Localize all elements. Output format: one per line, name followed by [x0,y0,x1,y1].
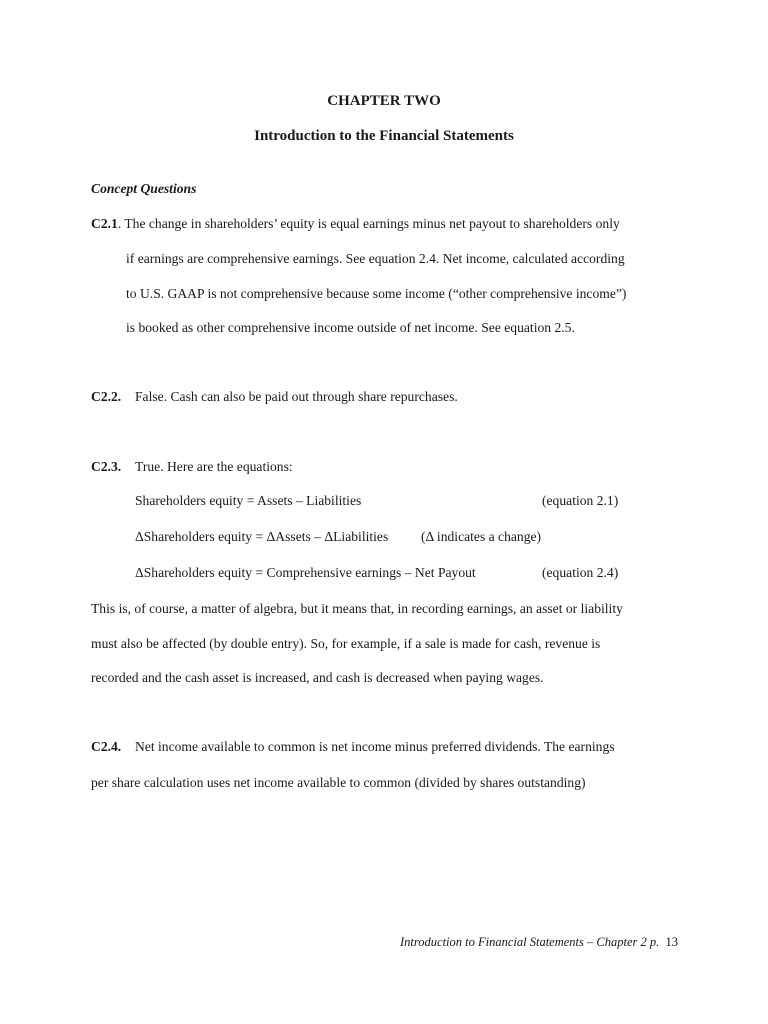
equation-2-4: ΔShareholders equity = Comprehensive earnings – Net Payout [135,565,476,580]
question-text: . The change in shareholders’ equity is equal earnings minus net payout to shareholders only [117,216,620,231]
equation-delta-note: (Δ indicates a change) [421,529,542,544]
c2-3-paragraph-line-2: must also be affected (by double entry). So, for example, if a sale is made for cash, revenue is [91,636,601,651]
section-heading: Concept Questions [91,181,197,196]
equation-2-1: Shareholders equity = Assets – Liabilities [135,493,362,508]
question-c2-4-line-1: Net income available to common is net income minus preferred dividends. The earnings [135,739,615,754]
question-c2-4-line-2: per share calculation uses net income available to common (divided by shares outstanding) [91,775,586,790]
question-c2-4-label: C2.4. [91,739,122,754]
question-c2-3-intro: True. Here are the equations: [135,459,293,474]
c2-3-paragraph-line-3: recorded and the cash asset is increased, and cash is decreased when paying wages. [91,670,544,685]
question-c2-2-text: False. Cash can also be paid out through share repurchases. [135,389,458,404]
question-c2-1-line-1 [91,215,620,233]
question-label: C2.1 [91,216,118,231]
question-c2-1-line-4: is booked as other comprehensive income outside of net income. See equation 2.5. [126,320,575,335]
page-footer [400,933,678,951]
question-c2-1-line-3: to U.S. GAAP is not comprehensive because some income (“other comprehensive income”) [126,286,627,301]
c2-3-paragraph-line-1: This is, of course, a matter of algebra, but it means that, in recording earnings, an asset or liability [91,601,623,616]
chapter-title: CHAPTER TWO [327,93,441,109]
equation-2-4-ref: (equation 2.4) [542,565,619,580]
page-number: 13 [665,935,678,949]
question-c2-2-label: C2.2. [91,389,122,404]
running-title: Introduction to Financial Statements – Chapter 2 p. [400,935,660,949]
equation-2-1-ref: (equation 2.1) [542,493,619,508]
question-c2-3-label: C2.3. [91,459,122,474]
question-c2-1-line-2: if earnings are comprehensive earnings. See equation 2.4. Net income, calculated according [126,251,625,266]
equation-delta: ΔShareholders equity = ΔAssets – ΔLiabilities [135,529,389,544]
chapter-subtitle: Introduction to the Financial Statements [254,128,514,144]
